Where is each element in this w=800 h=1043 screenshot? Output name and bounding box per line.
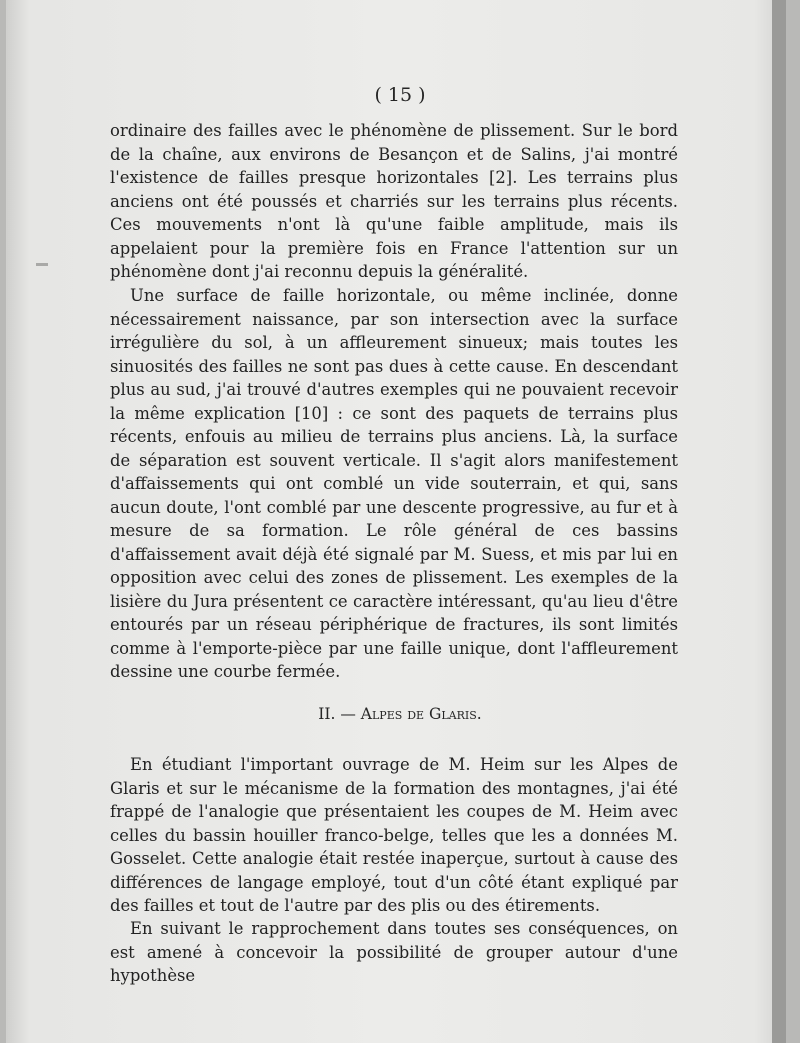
page-number: ( 15 ) — [374, 84, 426, 106]
paragraph-hypothesis: En suivant le rapprochement dans toutes ses conséquences, on est amené à concevoir la possibilité de grouper autour d'une hypothèse — [110, 919, 678, 985]
section-heading: II. — Alpes de Glaris. — [318, 705, 482, 723]
paragraph-continuation: ordinaire des failles avec le phénomène de plissement. Sur le bord de la chaîne, aux environs de Besançon et de Salins, j'ai montré l'existence de failles presque horizontales [2]. Les terrains plus anciens ont été poussés et charriés sur les terrains plus récents. Ces mouvements n'ont là qu'une faible amplitude, mais ils appelaient pour la première fois en France l'attention sur un phénomène dont j'ai reconnu depuis la généralité. — [110, 121, 678, 281]
margin-mark — [36, 263, 48, 266]
paragraph-glaris: En étudiant l'important ouvrage de M. Heim sur les Alpes de Glaris et sur le mécanisme de la formation des montagnes, j'ai été frappé de l'analogie que présentaient les coupes de M. Heim avec celles du bassin houiller franco-belge, telles que les a données M. Gosselet. Cette analogie était restée inaperçue, surtout à cause des différences de langage employé, tout d'un côté étant expliqué par des failles et tout de l'autre par des plis ou des étirements. — [110, 755, 678, 915]
page-edge-shadow — [772, 0, 786, 1043]
paragraph-fault-surfaces: Une surface de faille horizontale, ou même inclinée, donne nécessairement naissance, par son intersection avec la surface irrégulière du sol, à un affleurement sinueux; mais toutes les sinuosités des failles ne sont pas dues à cette cause. En descendant plus au sud, j'ai trouvé d'autres exemples qui ne pouvaient recevoir la même explication [10] : ce sont des paquets de terrains plus récents, enfouis au milieu de terrains plus anciens. Là, la surface de séparation est souvent verticale. Il s'agit alors manifestement d'affaissements qui ont comblé un vide souterrain, et qui, sans aucun doute, l'ont comblé par une descente progressive, au fur et à mesure de sa formation. Le rôle général de ces bassins d'affaissement avait déjà été signalé par M. Suess, et mis par lui en opposition avec celui des zones de plissement. Les exemples de la lisière du Jura présentent ce caractère intéressant, qu'au lieu d'être entourés par un réseau périphérique de fractures, ils sont limités comme à l'emporte-pièce par une faille unique, dont l'affleurement dessine une courbe fermée. — [110, 286, 678, 681]
